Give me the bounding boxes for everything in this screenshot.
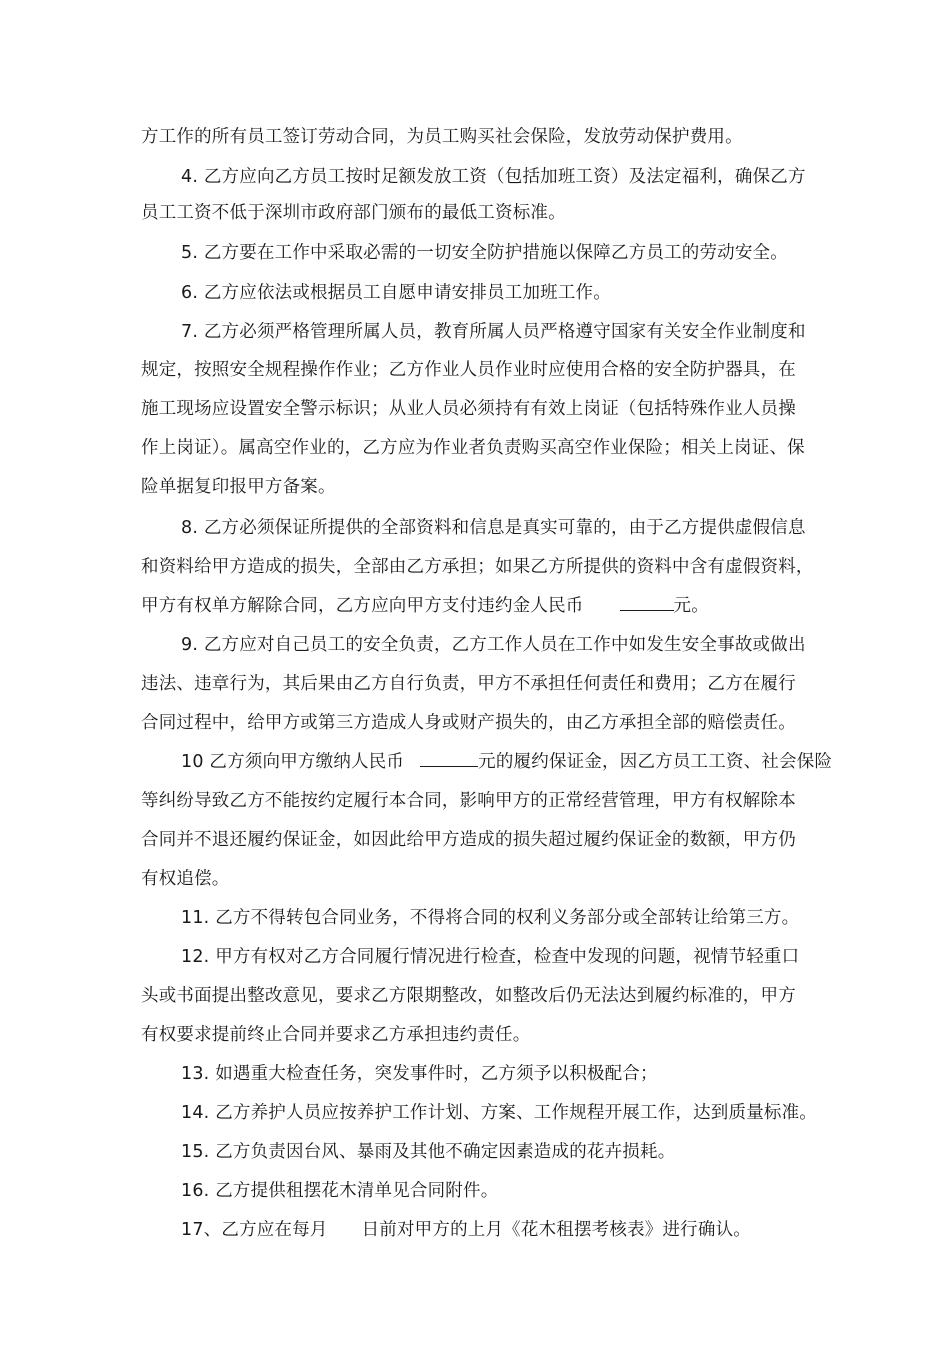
clause-12-line-2: 头或书面提出整改意见，要求乙方限期整改，如整改后仍无法达到履约标准的，甲方 — [141, 986, 796, 1006]
clause-9-line-2: 违法、违章行为，其后果由乙方自行负责，甲方不承担任何责任和费用；乙方在履行 — [141, 674, 796, 694]
clause-13: 13. 如遇重大检查任务，突发事件时，乙方须予以积极配合； — [181, 1064, 658, 1084]
clause-9-line-1: 9. 乙方应对自己员工的安全负责，乙方工作人员在工作中如发生安全事故或做出 — [181, 635, 806, 655]
clause-8-line-1: 8. 乙方必须保证所提供的全部资料和信息是真实可靠的，由于乙方提供虚假信息 — [181, 518, 806, 538]
clause-17-rest: 日前对甲方的上月《花木租摆考核表》进行确认。 — [361, 1220, 751, 1240]
clause-10-line-1-rest: 元的履约保证金，因乙方员工工资、社会保险 — [478, 752, 833, 772]
clause-16: 16. 乙方提供租摆花木清单见合同附件。 — [181, 1181, 499, 1201]
clause-17-text: 17、乙方应在每月 — [181, 1220, 328, 1240]
clause-11: 11. 乙方不得转包合同业务，不得将合同的权利义务部分或全部转让给第三方。 — [181, 908, 800, 928]
clause-14: 14. 乙方养护人员应按养护工作计划、方案、工作规程开展工作，达到质量标准。 — [181, 1103, 817, 1123]
clause-7-line-2: 规定，按照安全规程操作作业；乙方作业人员作业时应使用合格的安全防护器具，在 — [141, 360, 796, 380]
clause-12-line-3: 有权要求提前终止合同并要求乙方承担违约责任。 — [141, 1025, 531, 1045]
clause-7-line-5: 险单据复印报甲方备案。 — [141, 477, 336, 497]
clause-9-line-3: 合同过程中，给甲方或第三方造成人身或财产损失的，由乙方承担全部的赔偿责任。 — [141, 713, 796, 733]
clause-8-line-3-text: 甲方有权单方解除合同，乙方应向甲方支付违约金人民币 — [141, 596, 584, 616]
clause-8-line-3 — [141, 595, 709, 617]
clause-8-line-2: 和资料给甲方造成的损失，全部由乙方承担；如果乙方所提供的资料中含有虚假资料， — [141, 557, 814, 577]
clause-12-line-1: 12. 甲方有权对乙方合同履行情况进行检查，检查中发现的问题，视情节轻重口 — [181, 947, 800, 967]
clause-4-line-1: 4. 乙方应向乙方员工按时足额发放工资（包括加班工资）及法定福利，确保乙方 — [181, 167, 806, 187]
deposit-blank — [420, 751, 478, 767]
clause-10-line-2: 等纠纷导致乙方不能按约定履行本合同，影响甲方的正常经营管理，甲方有权解除本 — [141, 791, 796, 811]
clause-10-line-1-text: 10 乙方须向甲方缴纳人民币 — [181, 752, 405, 772]
clause-15: 15. 乙方负责因台风、暴雨及其他不确定因素造成的花卉损耗。 — [181, 1142, 676, 1162]
clause-10-line-3: 合同并不退还履约保证金，如因此给甲方造成的损失超过履约保证金的数额，甲方仍 — [141, 830, 796, 850]
unit-yuan: 元。 — [673, 596, 709, 616]
text-line: 方工作的所有员工签订劳动合同，为员工购买社会保险，发放劳动保护费用。 — [141, 127, 743, 147]
clause-17 — [181, 1219, 751, 1241]
clause-7-line-4: 作上岗证）。属高空作业的，乙方应为作业者负责购买高空作业保险；相关上岗证、保 — [141, 438, 805, 458]
clause-5: 5. 乙方要在工作中采取必需的一切安全防护措施以保障乙方员工的劳动安全。 — [181, 243, 788, 263]
clause-7-line-3: 施工现场应设置安全警示标识；从业人员必须持有有效上岗证（包括特殊作业人员操 — [141, 399, 796, 419]
clause-10-line-4: 有权追偿。 — [141, 869, 230, 889]
amount-blank — [620, 595, 674, 611]
clause-10-line-1 — [181, 751, 832, 773]
clause-4-line-2: 员工工资不低于深圳市政府部门颁布的最低工资标准。 — [141, 203, 566, 223]
clause-6: 6. 乙方应依法或根据员工自愿申请安排员工加班工作。 — [181, 283, 611, 303]
clause-7-line-1: 7. 乙方必须严格管理所属人员，教育所属人员严格遵守国家有关安全作业制度和 — [181, 322, 806, 342]
